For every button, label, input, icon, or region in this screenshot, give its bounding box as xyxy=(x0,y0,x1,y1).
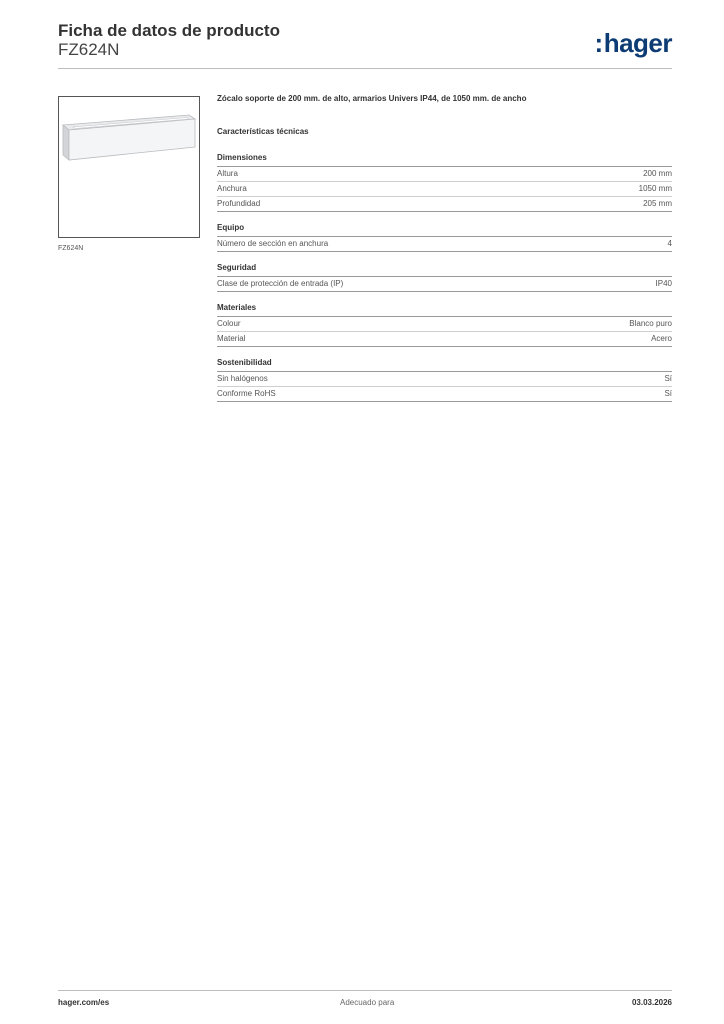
spec-row xyxy=(217,237,672,252)
spec-value: 1050 mm xyxy=(638,184,672,193)
product-description: Zócalo soporte de 200 mm. de alto, armarios Univers IP44, de 1050 mm. de ancho xyxy=(217,94,527,103)
spec-row xyxy=(217,387,672,402)
group-seguridad xyxy=(217,262,672,292)
header-divider xyxy=(58,68,672,69)
spec-label: Conforme RoHS xyxy=(217,389,276,398)
group-sostenibilidad xyxy=(217,357,672,402)
footer-center-text: Adecuado para xyxy=(340,998,395,1007)
group-materiales xyxy=(217,302,672,347)
logo-text: hager xyxy=(603,28,672,58)
group-title: Equipo xyxy=(217,222,672,237)
hager-logo: :hager xyxy=(594,28,672,58)
product-plinth-illustration xyxy=(59,97,199,237)
spec-row xyxy=(217,197,672,212)
section-title: Características técnicas xyxy=(217,127,309,136)
spec-label: Número de sección en anchura xyxy=(217,239,329,248)
spec-value: Sí xyxy=(664,389,672,398)
spec-value: Acero xyxy=(651,334,672,343)
page-title: Ficha de datos de producto xyxy=(58,21,280,40)
spec-row xyxy=(217,277,672,292)
spec-row xyxy=(217,317,672,332)
spec-value: 200 mm xyxy=(643,169,672,178)
spec-label: Sin halógenos xyxy=(217,374,268,383)
group-title: Materiales xyxy=(217,302,672,317)
group-title: Sostenibilidad xyxy=(217,357,672,372)
product-code: FZ624N xyxy=(58,40,120,59)
footer-date: 03.03.2026 xyxy=(631,998,672,1007)
group-title: Seguridad xyxy=(217,262,672,277)
spec-label: Material xyxy=(217,334,246,343)
spec-label: Clase de protección de entrada (IP) xyxy=(217,279,344,288)
spec-value: 205 mm xyxy=(643,199,672,208)
spec-label: Colour xyxy=(217,319,241,328)
spec-label: Altura xyxy=(217,169,238,178)
spec-content xyxy=(217,93,672,412)
spec-value: Sí xyxy=(664,374,672,383)
spec-row xyxy=(217,372,672,387)
spec-label: Anchura xyxy=(217,184,247,193)
product-image xyxy=(58,96,200,238)
footer-website-link[interactable]: hager.com/es xyxy=(58,998,110,1007)
spec-row xyxy=(217,167,672,182)
spec-value: 4 xyxy=(667,239,672,248)
spec-row xyxy=(217,332,672,347)
group-dimensiones xyxy=(217,152,672,212)
spec-value: IP40 xyxy=(655,279,672,288)
spec-label: Profundidad xyxy=(217,199,261,208)
spec-value: Blanco puro xyxy=(629,319,672,328)
group-title: Dimensiones xyxy=(217,152,672,167)
group-equipo xyxy=(217,222,672,252)
spec-row xyxy=(217,182,672,197)
footer-divider xyxy=(58,990,672,991)
image-caption: FZ624N xyxy=(58,245,84,252)
